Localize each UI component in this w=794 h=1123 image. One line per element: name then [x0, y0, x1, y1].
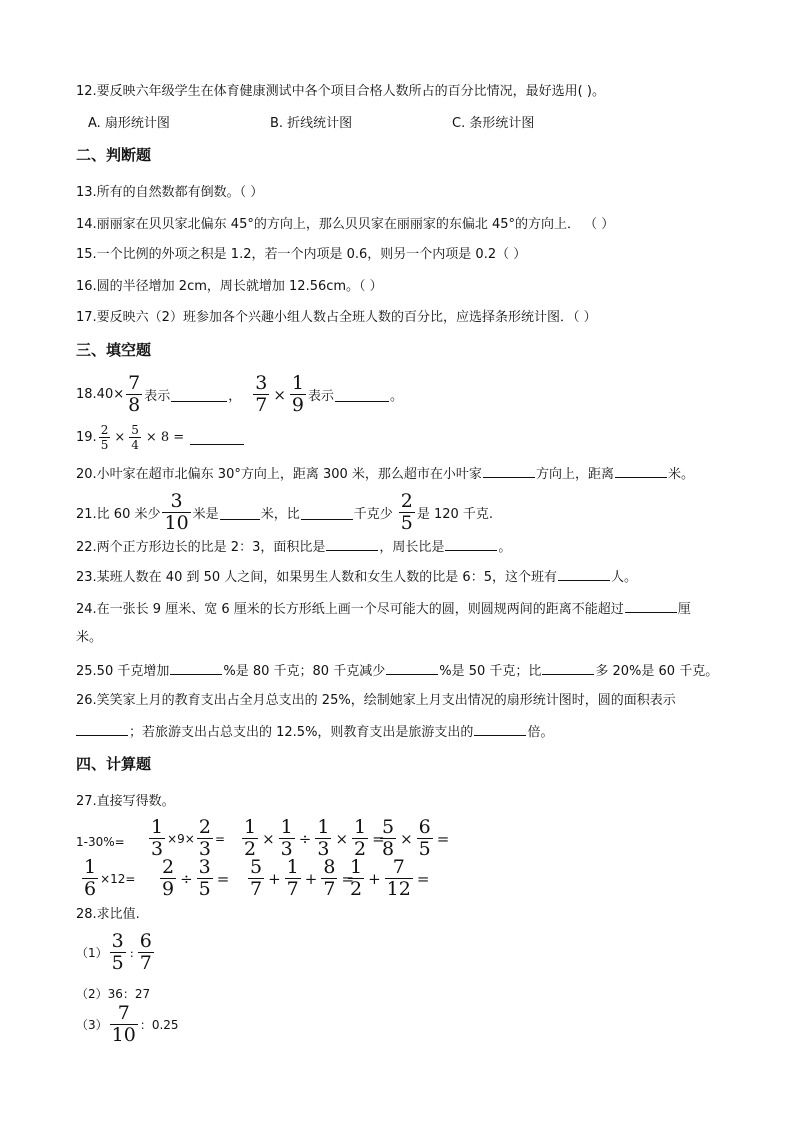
question-18 — [76, 374, 403, 415]
answer-blank[interactable] — [386, 661, 438, 675]
denominator: 4 — [131, 438, 139, 452]
fraction — [138, 932, 154, 973]
q21-text-1: 21.比 60 米少 — [76, 507, 161, 522]
numerator: 1 — [84, 856, 97, 878]
numerator: 1 — [350, 856, 363, 878]
fraction — [385, 858, 413, 899]
answer-blank[interactable] — [625, 599, 677, 613]
fraction — [321, 858, 337, 899]
fraction — [285, 858, 301, 899]
equals-sign: = — [436, 829, 450, 848]
equals-sign: = — [214, 831, 225, 846]
q18-prefix: 18.40× — [76, 387, 125, 402]
calc-b-mid: ×9× — [167, 831, 195, 846]
answer-blank[interactable] — [301, 506, 353, 520]
ratio-3-rest: ：0.25 — [139, 1018, 179, 1032]
calc-d — [378, 818, 451, 859]
numerator: 3 — [170, 490, 183, 512]
calc-h — [346, 858, 431, 899]
q21-fraction-2 — [399, 492, 415, 533]
ratio-1-label: （1） — [76, 946, 108, 960]
question-14: 14.丽丽家在贝贝家北偏东 45°的方向上，那么贝贝家在丽丽家的东偏北 45°的方向上． （ ） — [76, 217, 615, 232]
question-15: 15.一个比例的外项之积是 1.2，若一个内项是 0.6，则另一个内项是 0.2（ ） — [76, 247, 527, 262]
numerator: 1 — [354, 816, 367, 838]
question-25 — [76, 661, 718, 681]
operator: + — [268, 869, 281, 888]
numerator: 2 — [100, 423, 109, 437]
fraction — [82, 858, 98, 899]
fraction — [417, 818, 433, 859]
fraction — [279, 818, 295, 859]
fraction — [160, 858, 176, 899]
q21-text-4: 千克少 — [353, 507, 393, 522]
answer-blank[interactable] — [474, 722, 526, 736]
question-22 — [76, 537, 511, 557]
q18-fraction-1 — [126, 374, 142, 415]
calc-b — [147, 818, 225, 859]
answer-blank[interactable] — [335, 388, 389, 402]
numerator: 1 — [286, 856, 299, 878]
question-24 — [76, 599, 691, 619]
q25-text-1: 25.50 千克增加 — [76, 664, 170, 679]
ratio-3 — [76, 1004, 179, 1045]
equals-sign: = — [341, 869, 355, 888]
numerator: 7 — [392, 856, 405, 878]
question-26-continued — [76, 722, 553, 742]
denominator: 12 — [386, 878, 411, 900]
numerator: 2 — [198, 816, 211, 838]
q18-fraction-3 — [290, 374, 306, 415]
answer-blank[interactable] — [558, 567, 610, 581]
denominator: 7 — [250, 878, 263, 900]
question-23 — [76, 567, 637, 587]
answer-blank[interactable] — [76, 722, 128, 736]
numerator: 5 — [382, 816, 395, 838]
numerator: 1 — [280, 816, 293, 838]
q19-prefix: 19. — [76, 430, 97, 445]
numerator: 7 — [117, 1002, 130, 1024]
operator: × — [400, 829, 413, 848]
times-sign: × — [114, 430, 126, 445]
operator: + — [304, 869, 318, 888]
denominator: 5 — [198, 878, 211, 900]
fraction — [197, 858, 213, 899]
numerator: 1 — [317, 816, 330, 838]
option-a: A. 扇形统计图 — [88, 116, 170, 131]
q18-end: 。 — [390, 389, 404, 404]
q20-text-1: 20.小叶家在超市北偏东 30°方向上，距离 300 米，那么超市在小叶家 — [76, 467, 482, 482]
fraction — [149, 818, 165, 859]
denominator: 3 — [317, 838, 330, 860]
q21-text-5: 是 120 千克. — [416, 507, 494, 522]
denominator: 2 — [354, 838, 367, 860]
question-26: 26.笑笑家上月的教育支出占全月总支出的 25%，绘制她家上月支出情况的扇形统计图时，圆的面积表示 — [76, 693, 676, 708]
denominator: 2 — [244, 838, 257, 860]
denominator: 5 — [100, 438, 109, 452]
denominator: 2 — [350, 878, 363, 900]
denominator: 3 — [151, 838, 164, 860]
section-judgement-title: 二、判断题 — [76, 146, 152, 164]
answer-blank[interactable] — [615, 464, 667, 478]
question-20 — [76, 464, 694, 484]
calc-e — [80, 858, 135, 899]
question-21 — [76, 492, 493, 533]
denominator: 6 — [84, 878, 97, 900]
denominator: 7 — [139, 952, 152, 974]
q20-text-3: 米。 — [667, 467, 694, 482]
numerator: 1 — [244, 816, 257, 838]
answer-blank[interactable] — [220, 506, 260, 520]
answer-blank[interactable] — [326, 537, 378, 551]
fraction — [110, 1004, 138, 1045]
q22-text-2: ，周长比是 — [379, 540, 445, 555]
denominator: 5 — [111, 952, 124, 974]
numerator: 2 — [400, 490, 413, 512]
denominator: 10 — [111, 1024, 136, 1046]
operator: ÷ — [298, 829, 312, 848]
ratio-1 — [76, 932, 156, 973]
calc-a: 1-30%= — [76, 835, 125, 849]
fraction — [352, 818, 368, 859]
numerator: 6 — [139, 930, 152, 952]
denominator: 7 — [286, 878, 299, 900]
numerator: 5 — [250, 856, 263, 878]
colon: : — [129, 945, 134, 960]
answer-blank[interactable] — [170, 661, 222, 675]
option-b: B. 折线统计图 — [270, 116, 353, 131]
q23-text-1: 23.某班人数在 40 到 50 人之间，如果男生人数和女生人数的比是 6：5，这个班有 — [76, 570, 557, 585]
question-27-title: 27.直接写得数。 — [76, 794, 175, 809]
denominator: 9 — [291, 394, 304, 416]
q25-text-4: 多 20%是 60 千克。 — [595, 664, 719, 679]
denominator: 7 — [323, 878, 336, 900]
fraction — [197, 818, 213, 859]
fraction — [110, 932, 126, 973]
answer-blank[interactable] — [171, 388, 227, 402]
q18-text-2: 表示 — [308, 389, 335, 404]
denominator: 9 — [162, 878, 175, 900]
q21-text-2: 米是 — [192, 507, 219, 522]
numerator: 8 — [323, 856, 336, 878]
q26-text-2: ；若旅游支出占总支出的 12.5%，则教育支出是旅游支出的 — [129, 725, 474, 740]
numerator: 7 — [128, 372, 141, 394]
denominator: 3 — [198, 838, 211, 860]
times-sign: × — [273, 385, 286, 404]
question-19 — [76, 424, 245, 451]
q19-fraction-2 — [129, 424, 141, 451]
calc-e-rest: ×12= — [100, 871, 136, 886]
q21-text-3: 米，比 — [260, 507, 300, 522]
question-28-title: 28.求比值. — [76, 907, 140, 922]
question-24-continued: 米。 — [76, 630, 103, 645]
denominator: 8 — [382, 838, 395, 860]
q18-comma: ， — [228, 389, 242, 404]
ratio-3-label: （3） — [76, 1018, 108, 1032]
q22-text-3: 。 — [498, 540, 512, 555]
denominator: 7 — [255, 394, 268, 416]
fraction — [380, 818, 396, 859]
denominator: 5 — [418, 838, 431, 860]
calc-c — [240, 818, 387, 859]
calc-f — [158, 858, 231, 899]
numerator: 5 — [131, 423, 139, 437]
denominator: 5 — [400, 512, 413, 534]
question-17: 17.要反映六（2）班参加各个兴趣小组人数占全班人数的百分比，应选择条形统计图．（ ） — [76, 310, 597, 325]
q25-text-2: %是 80 千克；80 千克减少 — [223, 664, 386, 679]
numerator: 3 — [111, 930, 124, 952]
operator: + — [368, 869, 381, 888]
q25-text-3: %是 50 千克；比 — [439, 664, 542, 679]
section-calc-title: 四、计算题 — [76, 755, 152, 773]
q19-fraction-1 — [99, 424, 111, 451]
fraction — [242, 818, 258, 859]
answer-blank[interactable] — [190, 431, 244, 445]
q22-text-1: 22.两个正方形边长的比是 2：3，面积比是 — [76, 540, 326, 555]
equals-sign: = — [216, 869, 230, 888]
q18-fraction-2 — [253, 374, 269, 415]
q23-text-2: 人。 — [610, 570, 637, 585]
numerator: 2 — [162, 856, 175, 878]
fraction — [248, 858, 264, 899]
numerator: 3 — [198, 856, 211, 878]
operator: × — [335, 829, 349, 848]
q24-text-1: 24.在一张长 9 厘米、宽 6 厘米的长方形纸上画一个尽可能大的圆，则圆规两间的距离不能超过 — [76, 602, 624, 617]
question-16: 16.圆的半径增加 2cm，周长就增加 12.56cm。（ ） — [76, 279, 383, 294]
numerator: 1 — [151, 816, 164, 838]
answer-blank[interactable] — [445, 537, 497, 551]
q19-rest: × 8 = — [145, 430, 185, 445]
section-fill-title: 三、填空题 — [76, 341, 152, 359]
equals-sign: = — [372, 829, 385, 848]
ratio-2: （2）36：27 — [76, 987, 151, 1001]
numerator: 6 — [418, 816, 431, 838]
answer-blank[interactable] — [483, 464, 535, 478]
denominator: 8 — [128, 394, 141, 416]
q20-text-2: 方向上，距离 — [535, 467, 614, 482]
q21-fraction-1 — [162, 492, 190, 533]
operator: × — [262, 829, 275, 848]
option-c: C. 条形统计图 — [452, 116, 535, 131]
fraction — [315, 818, 331, 859]
question-13: 13.所有的自然数都有倒数。（ ） — [76, 185, 264, 200]
fraction — [348, 858, 364, 899]
operator: ÷ — [180, 869, 193, 888]
q18-text-1: 表示 — [144, 389, 171, 404]
denominator: 3 — [280, 838, 293, 860]
question-12: 12.要反映六年级学生在体育健康测试中各个项目合格人数所占的百分比情况，最好选用( )。 — [76, 84, 605, 99]
equals-sign: = — [416, 869, 430, 888]
numerator: 3 — [255, 372, 268, 394]
q24-text-2: 厘 — [677, 602, 691, 617]
calc-g — [246, 858, 356, 899]
numerator: 1 — [291, 372, 304, 394]
answer-blank[interactable] — [542, 661, 594, 675]
q26-text-3: 倍。 — [527, 725, 554, 740]
denominator: 10 — [164, 512, 189, 534]
